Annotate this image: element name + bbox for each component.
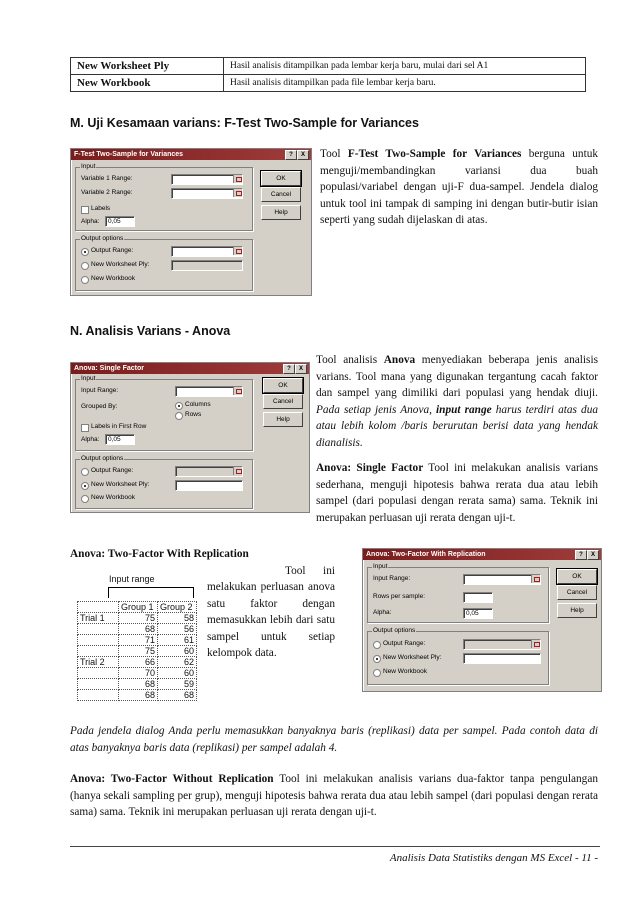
group-label: Output options [81,235,124,242]
page-footer: Analisis Data Statistiks dengan MS Excel - 11 - [389,852,598,864]
anova-single-dialog [70,362,310,513]
help-button[interactable]: Help [261,205,301,220]
alpha-input[interactable] [463,608,493,619]
text: Tool [320,148,348,160]
alpha-label: Alpha: [81,436,100,443]
output-range-radio[interactable] [373,641,381,649]
grouped-by-label: Grouped By: [81,403,118,410]
input-range-input[interactable] [463,574,541,585]
new-ply-input[interactable] [463,653,541,664]
row-label-cell [78,646,119,657]
labels-first-row-checkbox[interactable] [81,424,89,432]
value-cell: 60 [158,668,197,679]
tool-name: Anova: Two-Factor Without Replication [70,773,274,785]
group-label: Output options [373,627,416,634]
section-m-paragraph [320,146,598,229]
output-range-radio[interactable] [81,248,89,256]
ok-button[interactable]: OK [263,378,303,393]
ok-button[interactable]: OK [261,171,301,186]
alpha-label: Alpha: [81,218,100,225]
alpha-input[interactable] [105,216,135,227]
term: input range [436,403,492,416]
columns-radio[interactable] [175,402,183,410]
labels-checkbox[interactable] [81,206,89,214]
help-icon[interactable]: ? [285,150,297,160]
row-label-cell: Trial 1 [78,613,119,624]
alpha-value: 0,05 [108,218,121,225]
dialog-titlebar [363,549,601,560]
tool-name: Anova [383,354,416,366]
help-button[interactable]: Help [557,603,597,618]
table-row [78,613,197,624]
close-icon[interactable]: X [295,364,307,374]
desc-cell: Hasil analisis ditampilkan pada lembar kerja baru, mulai dari sel A1 [224,58,586,75]
help-icon[interactable]: ? [575,550,587,560]
value-cell: 58 [158,613,197,624]
without-replication-paragraph [70,771,598,821]
range-picker-icon[interactable] [531,575,540,583]
alpha-value: 0,05 [466,610,479,617]
value-cell: 75 [119,613,158,624]
new-workbook-radio[interactable] [81,495,89,503]
table-row [78,602,197,613]
columns-label: Columns [185,401,211,408]
value-cell: 62 [158,657,197,668]
new-workbook-radio[interactable] [81,276,89,284]
dialog-titlebar [71,363,309,374]
value-cell: 66 [119,657,158,668]
range-picker-icon[interactable] [233,247,242,255]
ftest-dialog [70,148,312,296]
table-row [78,668,197,679]
group-label: Input [81,375,96,382]
header-cell: Group 2 [158,602,197,613]
tool-name: Anova: Single Factor [316,462,424,474]
header-cell: Group 1 [119,602,158,613]
cancel-button[interactable]: Cancel [557,585,597,600]
range-picker-icon[interactable] [233,175,242,183]
dialog-title: Anova: Two-Factor With Replication [366,551,486,558]
text: Tool analisis [316,354,384,366]
new-ply-input[interactable] [175,480,243,491]
table-row [78,679,197,690]
table-row [78,624,197,635]
header-cell [78,602,119,613]
text: Tool ini melakukan perluasan anova satu faktor dengan memasukkan lebih dari satu sampel untuk setiap kelompok data. [207,564,335,659]
section-n-paragraph-1 [316,352,598,451]
labels-label: Labels [91,205,111,212]
close-icon[interactable]: X [297,150,309,160]
option-cell: New Workbook [71,75,224,92]
rows-radio[interactable] [175,412,183,420]
value-cell: 71 [119,635,158,646]
desc-cell: Hasil analisis ditampilkan pada file lembar kerja baru. [224,75,586,92]
anova-rep-dialog [362,548,602,692]
group-label: Input [81,163,96,170]
var1-label: Variable 1 Range: [81,175,133,182]
value-cell: 68 [119,624,158,635]
row-label-cell [78,679,119,690]
ok-button[interactable]: OK [557,569,597,584]
option-cell: New Worksheet Ply [71,58,224,75]
text: menyediakan beberapa jenis analisis varians. Tool mana yang digunakan tergantung cacah faktor dan sampel yang dimiliki dari populasi yang hendak diuji. [316,354,598,399]
new-ply-label: New Worksheet Ply: [91,481,150,488]
new-ply-label: New Worksheet Ply: [383,654,442,661]
help-button[interactable]: Help [263,412,303,427]
value-cell: 56 [158,624,197,635]
group-label: Output options [81,455,124,462]
cancel-button[interactable]: Cancel [263,394,303,409]
sample-data-table [77,601,197,701]
options-table [70,57,586,92]
text: Tool ini melakukan analisis varians sederhana, menguji hipotesis bahwa rerata dua atau lebih sampel (dari populasi dengan rerata sama) sama. Teknik ini merupakan perluasan uji rerata dengan uji-t. [316,462,598,524]
new-ply-label: New Worksheet Ply: [91,261,150,268]
range-picker-icon[interactable] [233,387,242,395]
table-row [71,58,586,75]
value-cell: 60 [158,646,197,657]
new-ply-radio[interactable] [373,655,381,663]
input-range-input[interactable] [175,386,243,397]
output-range-label: Output Range: [91,247,134,254]
row-label-cell [78,690,119,701]
text: Tool ini melakukan analisis varians dua-faktor tanpa pengulangan (hanya sekali sampling per grup), menguji hipotesis bahwa rerata dua atau lebih sampel (dari populasi dengan rerata sama) sama. Teknik ini merupakan perluasan uji rerata dengan uji-t. [70,773,598,818]
new-ply-input[interactable] [171,260,243,271]
value-cell: 59 [158,679,197,690]
table-row [78,690,197,701]
close-icon[interactable]: X [587,550,599,560]
help-icon[interactable]: ? [283,364,295,374]
output-range-radio[interactable] [81,468,89,476]
range-picker-icon[interactable] [233,467,242,475]
range-picker-icon[interactable] [233,189,242,197]
value-cell: 70 [119,668,158,679]
rows-per-sample-input[interactable] [463,592,493,603]
alpha-input[interactable] [105,434,135,445]
table-row [71,75,586,92]
input-range-label: Input Range: [81,387,119,394]
value-cell: 68 [119,679,158,690]
range-picker-icon[interactable] [531,640,540,648]
row-label-cell [78,624,119,635]
dialog-title: Anova: Single Factor [74,365,145,372]
row-label-cell [78,635,119,646]
bracket [108,587,194,598]
new-workbook-label: New Workbook [383,668,427,675]
new-workbook-label: New Workbook [91,275,135,282]
row-label-cell: Trial 2 [78,657,119,668]
value-cell: 61 [158,635,197,646]
value-cell: 68 [119,690,158,701]
output-range-label: Output Range: [91,467,134,474]
new-ply-radio[interactable] [81,482,89,490]
table-row [78,646,197,657]
rows-label: Rows [185,411,202,418]
text: harus terdiri atas dua atau lebih kolom /baris berurutan berisi data yang hendak dianalisis. [316,403,599,449]
alpha-value: 0,05 [108,436,121,443]
section-n-heading: N. Analisis Varians - Anova [70,324,231,338]
section-n-paragraph-2 [316,460,598,526]
new-ply-radio[interactable] [81,262,89,270]
footer-divider [70,846,600,847]
two-factor-paragraph [207,546,335,662]
section-m-heading: M. Uji Kesamaan varians: F-Test Two-Sample for Variances [70,116,419,130]
labels-first-row-label: Labels in First Row [91,423,147,430]
output-range-input[interactable] [175,466,243,477]
group-label: Input [373,563,388,570]
output-range-label: Output Range: [383,640,426,647]
replication-note: Pada jendela dialog Anda perlu memasukkan banyaknya baris (replikasi) data per sampel. Pada contoh data di atas banyaknya baris data (replikasi) per sampel adalah 4. [70,725,598,754]
rows-per-sample-label: Rows per sample: [373,593,426,600]
cancel-button[interactable]: Cancel [261,187,301,202]
value-cell: 68 [158,690,197,701]
text: berguna untuk menguji/membandingkan variansi dua buah populasi/variabel dengan uji-F dua-sampel. Jendela dialog untuk tool ini tampak di samping ini dengan butir-butir isian seperti yang sudah dijelaskan di atas. [320,148,599,226]
new-workbook-label: New Workbook [91,494,135,501]
dialog-titlebar [71,149,311,160]
input-range-label: Input Range: [373,575,411,582]
tool-name: F-Test Two-Sample for Variances [347,148,522,160]
var1-input[interactable] [171,174,243,185]
new-workbook-radio[interactable] [373,669,381,677]
alpha-label: Alpha: [373,609,392,616]
row-label-cell [78,668,119,679]
table-row [78,657,197,668]
dialog-title: F-Test Two-Sample for Variances [74,151,184,158]
text: Pada setiap jenis Anova, [316,403,437,416]
output-range-input[interactable] [463,639,541,650]
var2-input[interactable] [171,188,243,199]
var2-label: Variable 2 Range: [81,189,133,196]
output-range-input[interactable] [171,246,243,257]
table-row [78,635,197,646]
value-cell: 75 [119,646,158,657]
tool-name: Anova: Two-Factor With Replication [70,548,249,560]
input-range-caption: Input range [109,574,155,584]
